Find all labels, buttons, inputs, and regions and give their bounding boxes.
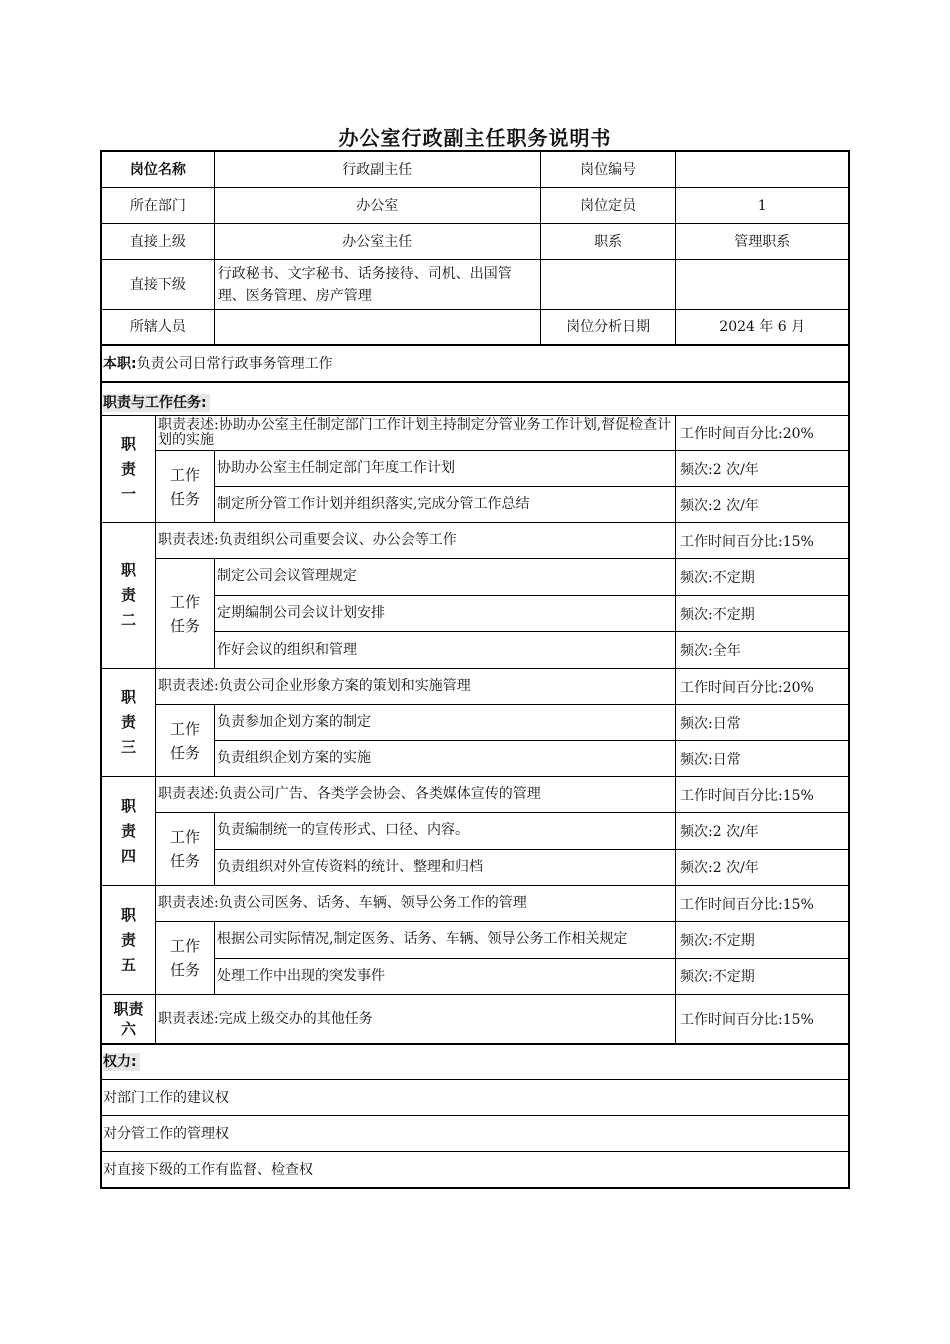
task-list [215,813,848,885]
duty-label-text: 职责六 [113,1000,144,1038]
task-label [156,451,215,522]
task-label [156,705,215,776]
duty-body [156,995,848,1043]
task-row [215,559,848,596]
task-row [215,632,848,668]
basic-row [102,260,848,310]
task-label [156,922,215,994]
duty-block [102,777,848,886]
duty-body [156,777,848,885]
duty-desc: 职责表述:负责公司广告、各类学会协会、各类媒体宣传的管理 [156,777,676,812]
duty-label-text: 职责三 [120,688,136,756]
power-header-row [102,1045,848,1080]
task-text: 协助办公室主任制定部门年度工作计划 [215,451,676,486]
task-group [156,813,848,885]
power-item: 对分管工作的管理权 [103,1125,229,1142]
duty-desc-row [156,523,848,559]
task-group [156,922,848,994]
task-text: 负责参加企划方案的制定 [215,705,676,740]
task-list [215,705,848,776]
task-row [215,596,848,633]
duty-label [102,777,156,885]
task-freq: 频次:全年 [680,643,741,660]
task-freq: 频次:2 次/年 [680,823,759,840]
task-text: 处理工作中出现的突发事件 [215,959,676,995]
duties-header-cell [102,383,848,415]
duty-desc: 职责表述:负责公司医务、话务、车辆、领导公务工作的管理 [156,886,676,921]
task-label-text: 工作任务 [169,592,200,635]
basic-row [102,310,848,346]
task-row [215,487,848,522]
value-cell: 行政秘书、文字秘书、话务接待、司机、出国管理、医务管理、房产管理 [215,260,541,309]
task-label [156,559,215,668]
value-cell: 2024 年 6 月 [719,319,806,335]
label-cell: 直接下级 [102,260,215,309]
task-row [215,705,848,741]
task-text: 作好会议的组织和管理 [215,632,676,668]
duty-desc: 职责表述:协助办公室主任制定部门工作计划主持制定分管业务工作计划,督促检查计划的实施 [156,416,676,450]
label-cell: 所在部门 [102,188,215,223]
duty-block [102,416,848,523]
task-freq: 频次:不定期 [680,569,755,586]
main-duty-text: 负责公司日常行政事务管理工作 [136,355,333,372]
task-freq: 频次:2 次/年 [680,497,759,514]
duty-desc-row [156,669,848,705]
value-cell: 1 [757,197,767,214]
task-text: 制定公司会议管理规定 [215,559,676,595]
task-text: 定期编制公司会议计划安排 [215,596,676,632]
task-row [215,959,848,995]
task-row [215,451,848,487]
power-header: 权力: [103,1053,140,1071]
duty-block [102,995,848,1045]
task-row [215,813,848,850]
duty-label-text: 职责四 [120,796,136,865]
duty-desc-row [156,416,848,451]
page-title: 办公室行政副主任职务说明书 [338,126,612,150]
task-text: 负责组织对外宣传资料的统计、整理和归档 [215,850,676,886]
power-item: 对部门工作的建议权 [103,1089,229,1106]
duty-body [156,886,848,994]
duty-label [102,523,156,668]
task-label [156,813,215,885]
task-text: 负责组织企划方案的实施 [215,741,676,776]
value-cell [676,260,848,309]
duty-label [102,886,156,994]
task-freq: 频次:不定期 [680,606,755,623]
duty-block [102,523,848,669]
task-freq: 频次:不定期 [680,969,755,986]
duty-label [102,669,156,776]
task-row [215,741,848,776]
duty-block [102,886,848,995]
job-description-table [100,150,850,1189]
power-row [102,1080,848,1116]
duty-label [102,995,156,1043]
label-cell: 直接上级 [102,224,215,259]
duty-pct: 工作时间百分比:20% [680,426,814,442]
task-list [215,451,848,522]
power-row [102,1152,848,1187]
duty-block [102,669,848,777]
label-cell: 岗位定员 [541,188,677,223]
value-cell: 行政副主任 [215,152,541,187]
value-cell [676,152,848,187]
duty-desc: 职责表述:完成上级交办的其他任务 [156,995,676,1043]
task-text: 制定所分管工作计划并组织落实,完成分管工作总结 [215,487,676,522]
duty-body [156,523,848,668]
main-duty-label: 本职: [103,355,137,372]
task-label-text: 工作任务 [169,465,200,508]
duty-desc: 职责表述:负责公司企业形象方案的策划和实施管理 [156,669,676,704]
task-text: 根据公司实际情况,制定医务、话务、车辆、领导公务工作相关规定 [215,922,676,958]
task-text: 负责编制统一的宣传形式、口径、内容。 [215,813,676,849]
duties-header: 职责与工作任务: [103,394,210,412]
duty-desc: 职责表述:负责组织公司重要会议、办公会等工作 [156,523,676,558]
duty-desc-row [156,995,848,1043]
duty-label-text: 职责二 [120,561,136,629]
power-header-cell [102,1045,848,1079]
duty-label-text: 职责五 [120,905,136,974]
duty-desc-row [156,886,848,922]
duty-pct: 工作时间百分比:15% [680,787,814,804]
task-row [215,922,848,959]
duty-pct: 工作时间百分比:15% [680,896,814,913]
task-label-text: 工作任务 [169,937,200,979]
task-list [215,559,848,668]
main-duty-cell [102,346,848,381]
duty-pct: 工作时间百分比:15% [680,533,814,550]
task-freq: 频次:2 次/年 [680,461,759,478]
duty-body [156,416,848,522]
duty-label-text: 职责一 [120,434,136,503]
task-label-text: 工作任务 [169,828,200,870]
label-cell: 职系 [541,224,677,259]
value-cell: 办公室主任 [215,224,541,259]
duty-pct: 工作时间百分比:20% [680,679,814,696]
task-group [156,705,848,776]
main-duty-row [102,346,848,383]
task-group [156,559,848,668]
task-freq: 频次:2 次/年 [680,860,759,877]
label-cell: 岗位编号 [541,152,677,187]
duty-pct: 工作时间百分比:15% [680,1012,814,1028]
duty-body [156,669,848,776]
duty-label [102,416,156,522]
label-cell [541,260,677,309]
value-cell: 管理职系 [734,233,791,250]
duties-header-row [102,383,848,416]
label-cell: 岗位分析日期 [541,310,677,344]
label-cell: 所辖人员 [102,310,215,344]
task-group [156,451,848,522]
task-freq: 频次:不定期 [680,932,755,949]
task-list [215,922,848,994]
task-freq: 频次:日常 [680,715,741,732]
task-freq: 频次:日常 [680,751,741,768]
basic-row [102,224,848,260]
basic-row [102,188,848,224]
task-label-text: 工作任务 [169,719,200,762]
power-item: 对直接下级的工作有监督、检查权 [103,1161,313,1178]
basic-row [102,152,848,188]
power-row [102,1116,848,1152]
duty-desc-row [156,777,848,813]
value-cell [215,310,541,344]
task-row [215,850,848,886]
value-cell: 办公室 [215,188,541,223]
label-cell: 岗位名称 [102,152,215,187]
